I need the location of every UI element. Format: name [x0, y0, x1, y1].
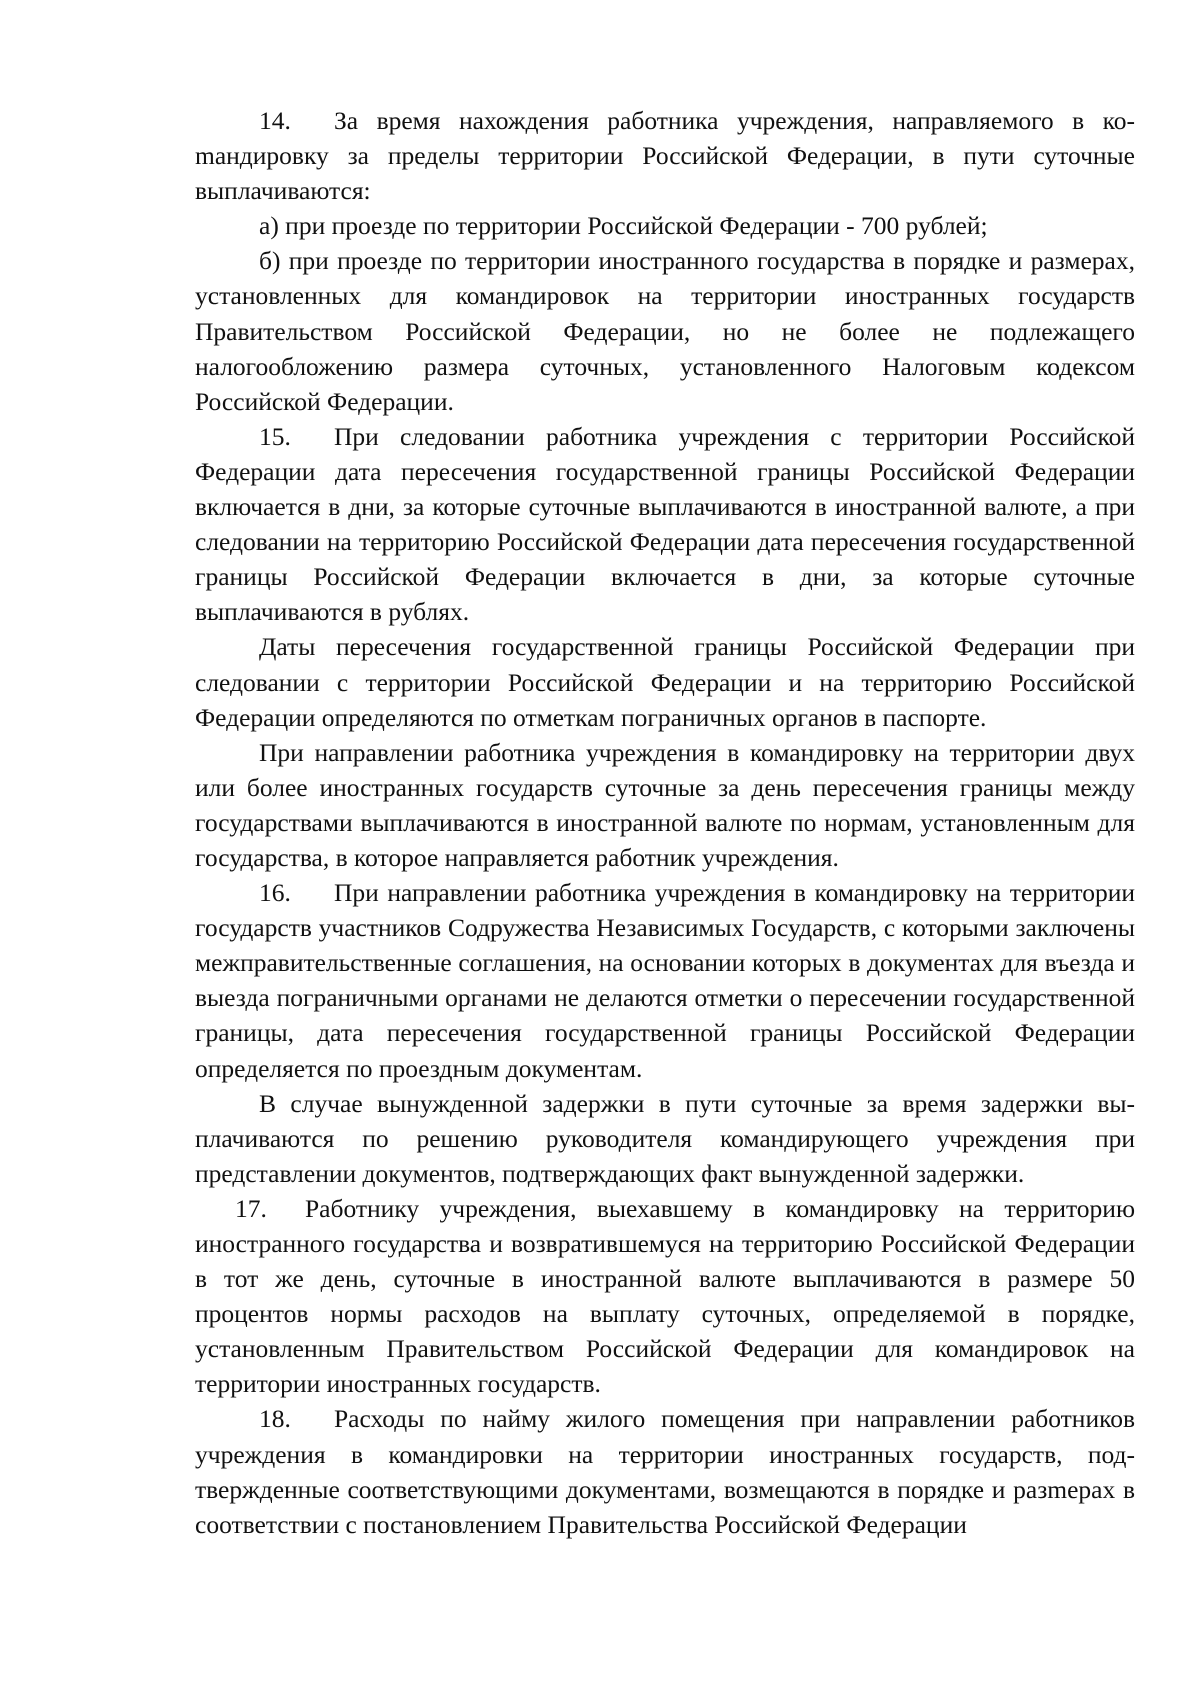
paragraph-text: а) при проезде по территории Российской Федерации - 700 рублей; [259, 211, 988, 241]
paragraph-text: Даты пересечения государственной границы Российской Федерации при следовании с территории Российской Федерации и на территорию Российской Федерации определяются по отметкам пограничных органов в паспорте. [195, 632, 1135, 732]
paragraph-text: За время нахождения работника учреждения, направляемого в коmандировку за пределы территории Российской Федерации, в пути суточные выплачиваются: [195, 106, 1135, 206]
paragraph-text: В случае вынужденной задержки в пути суточные за время задержки выплачиваются по решению руководителя командирующего учреждения при представлении документов, подтверждающих факт вынужденной задержки. [195, 1088, 1135, 1188]
paragraph-number: 18. [259, 1404, 291, 1434]
paragraph-14-b [195, 243, 1135, 418]
paragraph-text: При следовании работника учреждения с территории Российской Федерации дата пересечения государственной границы Российской Федерации включается в дни, за которые суточные выплачиваются в иностранной валюте, а при следовании на территорию Российской Федерации дата пересечения государственной границы Российской Федерации включается в дни, за которые суточные выплачиваются в рублях. [195, 421, 1135, 627]
paragraph-text: Работнику учреждения, выехавшему в командировку на территорию иностранного государства и возвратившемуся на территорию Российской Федерации в тот же день, суточные в иностранной валюте выплачиваются в размере 50 процентов нормы расходов на выплату суточных, определяемой в порядке, установленным Правительством Российской Федерации для командировок на территории иностранных государств. [195, 1193, 1135, 1399]
paragraph-14 [195, 103, 1135, 208]
paragraph-number: 15. [259, 421, 291, 451]
paragraph-18 [195, 1401, 1135, 1541]
paragraph-15-multiple-states [195, 735, 1135, 875]
paragraph-15 [195, 419, 1135, 630]
paragraph-16-delay [195, 1086, 1135, 1191]
paragraph-text: Расходы по найму жилого помещения при направлении работников учреждения в командировки на территории иностранных государств, подтвержденные соответствующими документами, возмещаются в порядке и разmерах в соответствии с постановлением Правительства Российской Федерации [195, 1404, 1135, 1539]
paragraph-number: 16. [259, 878, 291, 908]
paragraph-15-dates [195, 629, 1135, 734]
paragraph-number: 17. [235, 1193, 267, 1223]
paragraph-number: 14. [259, 106, 291, 135]
paragraph-17 [195, 1191, 1135, 1402]
paragraph-text: При направлении работника учреждения в командировку на территории государств участников Содружества Независимых Государств, с которыми заключены межправительственные соглашения, на основании которых в документах для въезда и выезда пограничными органами не делаются отметки о пересечении государственной границы, дата пересечения государственной границы Российской Федерации определяется по проездным документам. [195, 878, 1135, 1083]
paragraph-14-a [195, 208, 1135, 243]
paragraph-text: б) при проезде по территории иностранного государства в порядке и размерах, установленных для командировок на территории иностранных государств Правительством Российской Федерации, но не более не подлежащего налогообложению размера суточных, установленного Налоговым кодексом Российской Федерации. [195, 246, 1135, 416]
paragraph-16 [195, 875, 1135, 1086]
document-page [195, 103, 1135, 1542]
paragraph-text: При направлении работника учреждения в командировку на территории двух или более иностранных государств суточные за день пересечения границы между государствами выплачиваются в иностранной валюте по нормам, установленным для государства, в которое направляется работник учреждения. [195, 737, 1135, 872]
